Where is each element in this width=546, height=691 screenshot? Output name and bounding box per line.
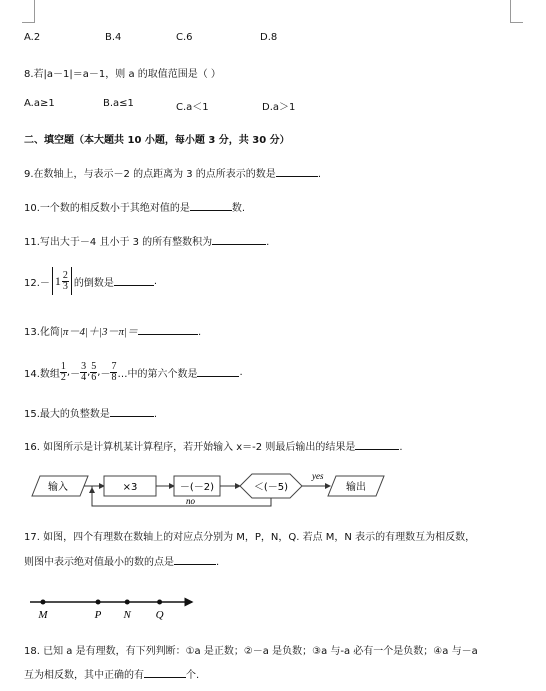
q16: 16. 如图所示是计算机某计算程序，若开始输入 x＝-2 则最后输出的结果是 . (24, 442, 403, 453)
q12-numerator: 2 (62, 269, 68, 281)
q7-option-c: C.6 (176, 32, 193, 43)
q8-option-a: A.a≥1 (24, 98, 55, 109)
number-line-point-q (157, 600, 162, 605)
flowchart-times3-label: ×3 (122, 482, 138, 493)
q8-stem: 8.若|a－1|＝a－1，则 a 的取值范围是（ ） (24, 69, 221, 80)
number-line-label-m: M (38, 609, 48, 621)
number-line-label-p: P (94, 609, 102, 621)
number-line-point-m (40, 600, 45, 605)
q11-answer-blank[interactable] (212, 235, 266, 245)
q11: 11.写出大于－4 且小于 3 的所有整数积为 . (24, 237, 270, 248)
q8-option-b: B.a≤1 (103, 98, 134, 109)
q14-term-4 (110, 362, 117, 383)
page-corner-mark-left (22, 0, 35, 23)
q7-option-a: A.2 (24, 32, 41, 43)
q10 (24, 199, 245, 214)
q9-answer-blank[interactable] (276, 167, 318, 177)
q17-line1: 17. 如图，四个有理数在数轴上的对应点分别为 M，P，N，Q. 若点 M，N 表示的有理数互为相反数， (24, 532, 476, 543)
flowchart (0, 462, 546, 510)
page-corner-mark-right (510, 0, 523, 23)
q17-line2: 则图中表示绝对值最小的数的点是 . (24, 557, 220, 568)
q18-line2-text: 互为相反数，其中正确的有 (24, 670, 144, 681)
q14-term-3-den: 6 (91, 371, 97, 383)
q12-whole: 1 (54, 273, 61, 288)
q12-denominator: 3 (62, 280, 68, 292)
q15-answer-blank[interactable] (110, 407, 154, 417)
flowchart-condition-label: ＜(－5) (253, 482, 289, 493)
q17-line2-text: 则图中表示绝对值最小的数的点是 (24, 557, 174, 568)
q11-text: 11.写出大于－4 且小于 3 的所有整数积为 (24, 237, 213, 248)
q7-option-b: B.4 (105, 32, 122, 43)
number-line-point-p (96, 600, 101, 605)
q7-option-d: D.8 (260, 32, 278, 43)
q14-term-1-den: 2 (60, 371, 66, 383)
number-line (0, 592, 546, 622)
q14-prefix: 14.数组 (24, 368, 60, 380)
q18-line1: 18. 已知 a 是有理数，有下列判断：①a 是正数；②－a 是负数；③a 与-a 必有一个是负数；④a 与－a (24, 646, 478, 657)
q13-answer-blank[interactable] (138, 325, 198, 335)
q12-absolute-value (52, 267, 72, 295)
q14-answer-blank[interactable] (197, 367, 239, 377)
q15-text: 15.最大的负整数是 (24, 409, 110, 420)
q10-text: 10.一个数的相反数小于其绝对值的是 (24, 203, 190, 214)
q18-line2-suffix: 个. (186, 670, 200, 681)
q9: 9.在数轴上，与表示－2 的点距离为 3 的点所表示的数是 . (24, 169, 321, 180)
q15: 15.最大的负整数是 . (24, 409, 158, 420)
number-line-label-n: N (123, 609, 131, 621)
flowchart-minus-label: －(－2) (179, 482, 215, 493)
flowchart-input-label: 输入 (48, 482, 68, 493)
q8-option-d: D.a＞1 (262, 102, 296, 113)
number-line-label-q: Q (155, 609, 164, 621)
number-line-point-n (125, 600, 130, 605)
q12-answer-blank[interactable] (114, 276, 154, 286)
q14-term-4-num: 7 (111, 360, 117, 372)
q12-suffix: 的倒数是 (73, 277, 114, 289)
q14-term-1 (60, 362, 67, 383)
q14-suffix: …中的第六个数是 (117, 368, 198, 380)
q12-fraction (62, 271, 69, 292)
q18-line2 (24, 666, 199, 681)
q14-term-3 (90, 362, 97, 383)
q14-term-4-den: 8 (111, 371, 117, 383)
q12: 12.－ 1 $\frac{2}{3}$ 的倒数是 . (24, 266, 157, 296)
q16-answer-blank[interactable] (355, 440, 399, 450)
q8-option-c: C.a＜1 (176, 102, 209, 113)
q14-term-2 (80, 362, 87, 383)
q10-suffix: 数. (231, 203, 246, 214)
q18-answer-blank[interactable] (144, 668, 186, 678)
q12-prefix: 12.－ (24, 277, 50, 289)
q14: 14.数组 $\frac{1}{2}$ , － $\frac{3}{4}$ , $\frac{5}{6}$ , － $\frac{7}{8}$ …中的第六个数是 . (24, 360, 243, 383)
q17-answer-blank[interactable] (174, 555, 216, 565)
flowchart-output-label: 输出 (346, 482, 366, 493)
q14-term-2-num: 3 (81, 360, 87, 372)
q16-text: 16. 如图所示是计算机某计算程序，若开始输入 x＝-2 则最后输出的结果是 (24, 442, 356, 453)
q14-term-3-num: 5 (91, 360, 97, 372)
flowchart-no-label: no (186, 496, 195, 506)
section-heading: 二、填空题（本大题共 10 小题，每小题 3 分，共 30 分） (24, 135, 290, 146)
q13-expression: |π－4|＋|3－π|＝ (59, 326, 139, 338)
q13-prefix: 13.化简 (24, 327, 60, 338)
flowchart-yes-label: yes (312, 471, 324, 481)
q9-text: 9.在数轴上，与表示－2 的点距离为 3 的点所表示的数是 (24, 169, 276, 180)
q14-term-2-den: 4 (81, 371, 87, 383)
q14-term-1-num: 1 (60, 360, 66, 372)
q14-term-4-sign: － (100, 368, 111, 380)
q14-term-2-sign: － (70, 368, 81, 380)
q13: 13.化简|π－4|＋|3－π|＝ . (24, 326, 202, 338)
q10-answer-blank[interactable] (190, 201, 232, 211)
